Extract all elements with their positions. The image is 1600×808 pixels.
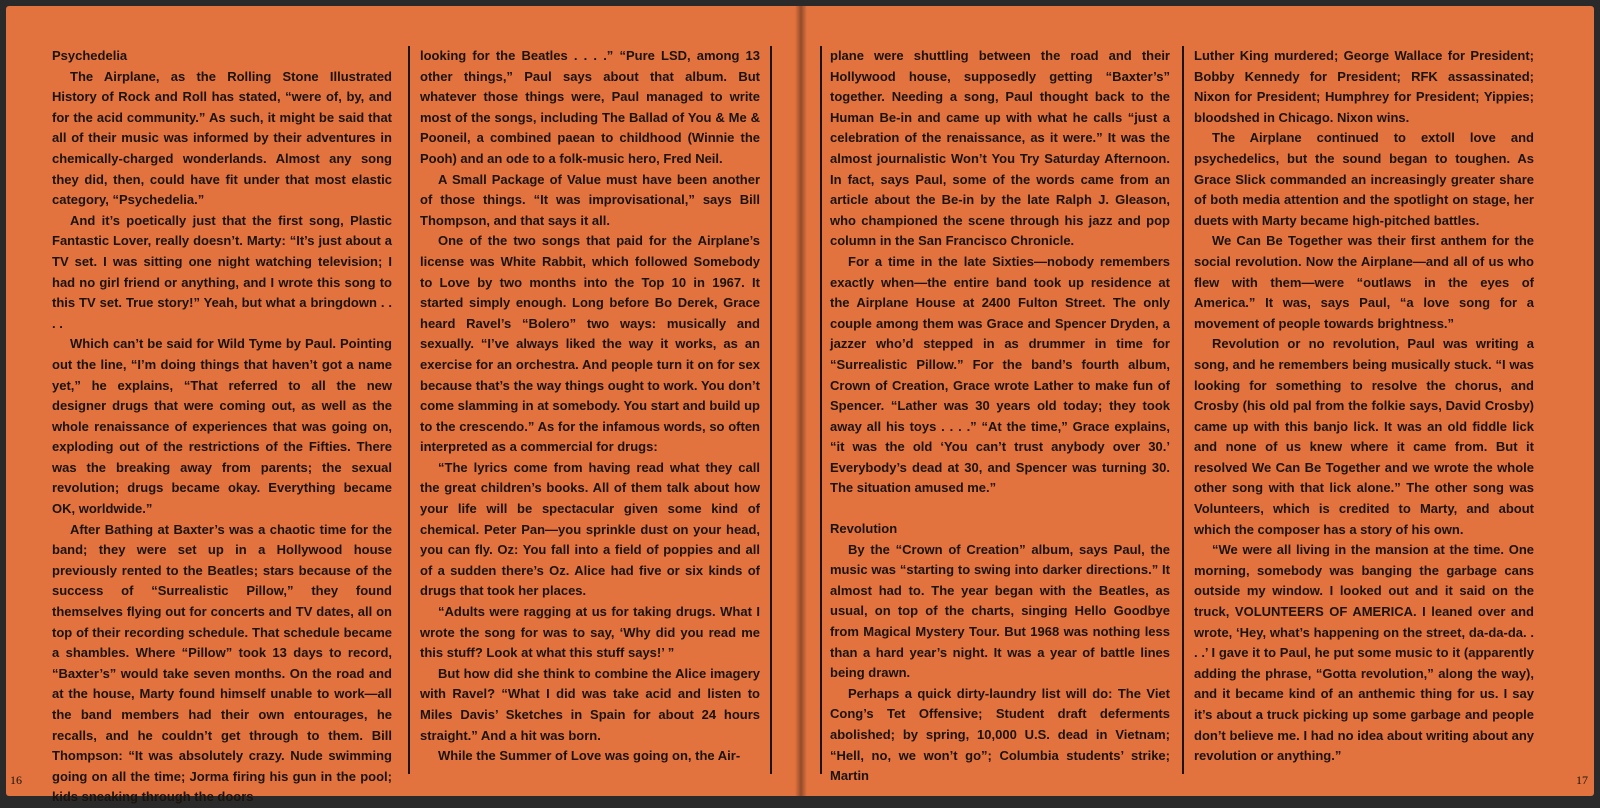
- paragraph: “We were all living in the mansion at the time. One morning, somebody was banging the garbage cans outside my window. I looked out and it said on the truck, VOLUNTEERS OF AMERICA. I leaned over and wrote, ‘Hey, what’s happening on the street, da-da-da. . . .’ I gave it to Paul, he put some music to it (apparently adding the phrase, “Gotta revolution,” along the way), and it became kind of an anthemic thing for us. I say it’s about a truck picking up some garbage and people don’t believe me. I had no idea about writing about any revolution or anything.”: [1194, 542, 1534, 764]
- paragraph: “The lyrics come from having read what they call the great children’s books. All of them talk about how your life will be spectacular given some kind of chemical. Peter Pan—you sprinkle dust on your head, you can fly. Oz: You fall into a field of poppies and all of a sudden there’s Oz. Alice had five or six kinds of drugs that took her places.: [420, 459, 760, 599]
- right-column-1: [830, 46, 1170, 784]
- heading-psychedelia: Psychedelia: [52, 48, 128, 63]
- paragraph: Perhaps a quick dirty-laundry list will do: The Viet Cong’s Tet Offensive; Student draft deferments abolished; by spring, 10,000 U.S. dead in Vietnam; “Hell, no, we won’t go”; Columbia students’ strike; Martin: [830, 685, 1170, 784]
- right-column-2: [1194, 46, 1534, 774]
- page-number: 16: [10, 773, 22, 787]
- column-rule: [820, 46, 822, 774]
- column-rule: [1182, 46, 1184, 774]
- paragraph: We Can Be Together was their first anthem for the social revolution. Now the Airplane—and all of us who flew with them—were “outlaws in the eyes of America.” It was, says Paul, “a love song for a movement of people towards brightness.”: [1194, 233, 1534, 331]
- column-rule: [408, 46, 410, 774]
- paragraph: After Bathing at Baxter’s was a chaotic time for the band; they were set up in a Hollywood house previously rented to the Beatles; stars because of the success of “Surrealistic Pillow,” they found themselves flying out for concerts and TV dates, all on top of their recording schedule. That schedule became a shambles. Where “Pillow” took 13 days to record, “Baxter’s” would take seven months. On the road and at the house, Marty found himself unable to work—all the band members had their own entourages, he recalls, and he couldn’t get through to them. Bill Thompson: “It was absolutely crazy. Nude swimming going on all the time; Jorma firing his gun in the pool; kids sneaking through the doors: [52, 521, 392, 805]
- paragraph: For a time in the late Sixties—nobody remembers exactly when—the entire band took up residence at the Airplane House at 2400 Fulton Street. The only couple among them was Grace and Spencer Dryden, a jazzer who’d stepped in as drummer in time for “Surrealistic Pillow.” For the band’s fourth album, Crown of Creation, Grace wrote Lather to make fun of Spencer. “Lather was 30 years old today; they took away all his toys . . . .” “At the time,” Grace explains, “it was the old ‘You can’t trust anybody over 30.’ Everybody’s dead at 30, and Spencer was turning 30. The situation amused me.”: [830, 253, 1170, 496]
- paragraph: “Adults were ragging at us for taking drugs. What I wrote the song for was to say, ‘Why did you read me this stuff? Look at what this stuff says!’ ”: [420, 604, 760, 661]
- paragraph: Which can’t be said for Wild Tyme by Paul. Pointing out the line, “I’m doing things that haven’t got a name yet,” he explains, “That referred to all the new designer drugs that were coming out, as well as the whole renaissance of experiences that was going on, exploding out of the restrictions of the Fifties. There was the breaking away from parents; the sexual revolution; drugs became okay. Everything became OK, worldwide.”: [52, 336, 392, 517]
- paragraph: Luther King murdered; George Wallace for President; Bobby Kennedy for President; RFK assassinated; Nixon for President; Humphrey for President; Yippies; bloodshed in Chicago. Nixon wins.: [1194, 48, 1534, 125]
- paragraph: But how did she think to combine the Alice imagery with Ravel? “What I did was take acid and listen to Miles Davis’ Sketches in Spain for about 24 hours straight.” And a hit was born.: [420, 665, 760, 743]
- paragraph: And it’s poetically just that the first song, Plastic Fantastic Lover, really doesn’t. Marty: “It’s just about a TV set. I was sitting one night watching television; I had no girl friend or anything, and I wrote this song to this TV set. True story!” Yeah, but what a bringdown . . . .: [52, 212, 392, 331]
- heading-revolution: Revolution: [830, 521, 898, 537]
- column-rule: [770, 46, 772, 774]
- paragraph: A Small Package of Value must have been another of those things. “It was improvisational,” says Bill Thompson, and that says it all.: [420, 171, 760, 228]
- paragraph: By the “Crown of Creation” album, says Paul, the music was “starting to swing into darker directions.” It almost had to. The year began with the Beatles, as usual, on top of the charts, singing Hello Goodbye from Magical Mystery Tour. But 1968 was nothing less than a hard year’s night. It was a year of battle lines being drawn.: [830, 541, 1170, 681]
- page-number: 17: [1576, 773, 1588, 787]
- paragraph: The Airplane continued to extoll love and psychedelics, but the sound began to toughen. As Grace Slick commanded an increasingly greater share of both media attention and the spotlight on stage, her duets with Marty became high-pitched battles.: [1194, 130, 1534, 228]
- paragraph: While the Summer of Love was going on, the Air-: [438, 748, 741, 764]
- left-page: [6, 6, 800, 805]
- left-column-2: [420, 46, 760, 774]
- paragraph: The Airplane, as the Rolling Stone Illustrated History of Rock and Roll has stated, “were of, by, and for the acid community.” As such, it might be said that all of their music was informed by their adventures in chemically-charged wonderlands. Almost any song they did, then, could have fit under that most elastic category, “Psychedelia.”: [52, 68, 392, 208]
- paragraph: Revolution or no revolution, Paul was writing a song, and he remembers being musically stuck. “I was looking for something to resolve the chorus, and Crosby (his old pal from the folkie says, David Crosby) came up with this banjo lick. It was an old fiddle lick and none of us knew where it came from. But it resolved We Can Be Together and we wrote the whole other song with that lick alone.” The other song was Volunteers, which is credited to Marty, and about which the composer has a story of his own.: [1194, 336, 1534, 537]
- left-column-1: [52, 46, 392, 805]
- right-page: [800, 6, 1594, 796]
- paragraph: looking for the Beatles . . . .” “Pure LSD, among 13 other things,” Paul says about that album. But whatever those things were, Paul managed to write most of the songs, including The Ballad of You & Me & Pooneil, a combined paean to childhood (Winnie the Pooh) and an ode to a folk-music hero, Fred Neil.: [420, 48, 760, 166]
- paragraph: plane were shuttling between the road and their Hollywood house, supposedly getting “Baxter’s” together. Needing a song, Paul thought back to the Human Be-in and came up with what he calls “just a celebration of the renaissance, as it were.” It was the almost journalistic Won’t You Try Saturday Afternoon. In fact, says Paul, some of the words came from an article about the Be-in by the late Ralph J. Gleason, who championed the scene through his jazz and pop column in the San Francisco Chronicle.: [830, 48, 1170, 249]
- paragraph: One of the two songs that paid for the Airplane’s license was White Rabbit, which followed Somebody to Love by two months into the Top 10 in 1967. It started simply enough. Long before Bo Derek, Grace heard Ravel’s “Bolero” two ways: musically and sexually. “I’ve always liked the way it works, as an exercise for an orchestra. And people turn it on for sex because that’s the way things ought to work. You don’t come slamming in at somebody. You start and build up to the crescendo.” As for the infamous words, so often interpreted as a commercial for drugs:: [420, 233, 760, 455]
